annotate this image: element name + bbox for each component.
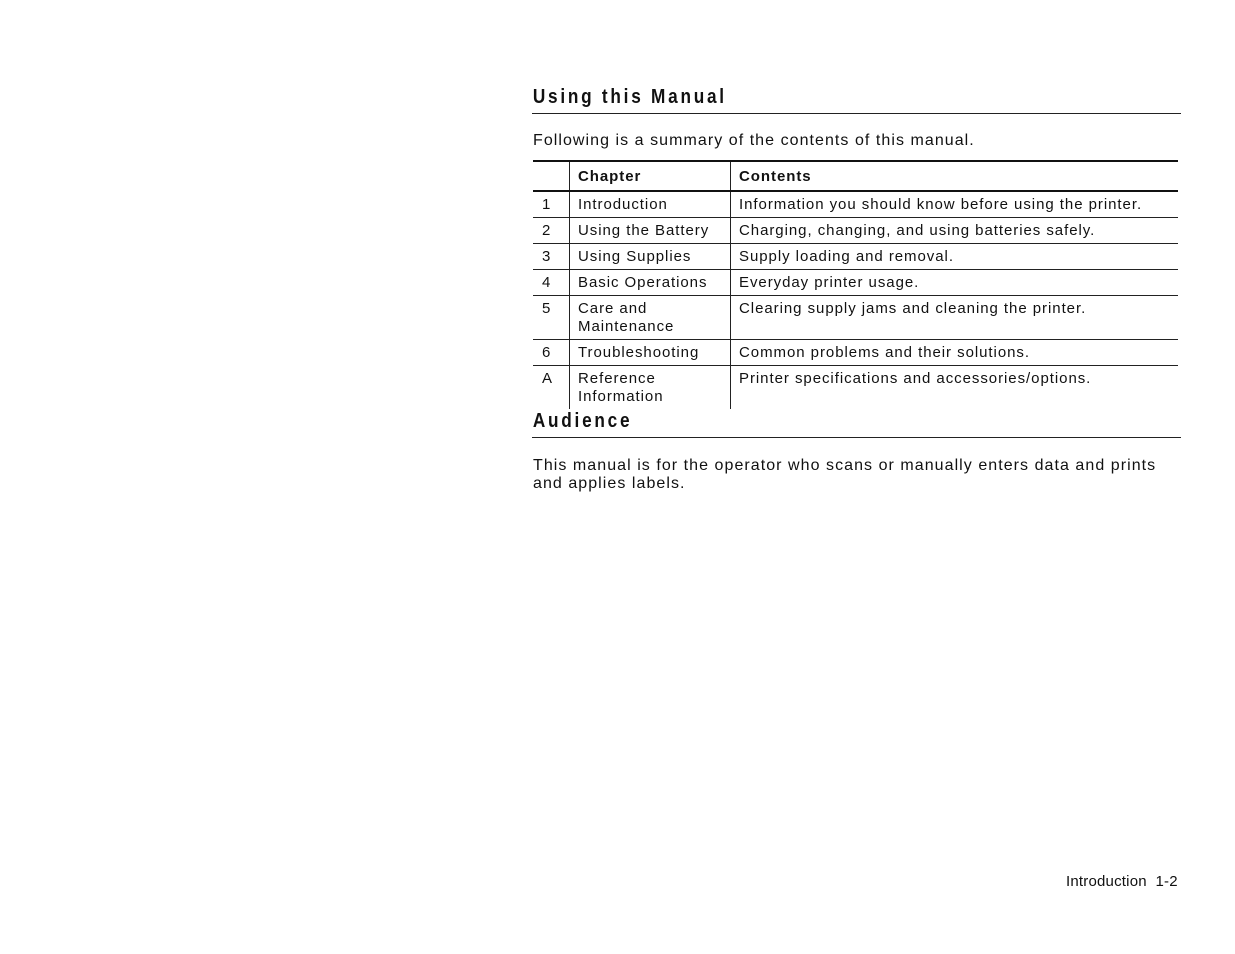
column-header-contents: Contents	[731, 161, 1179, 191]
row-number: 2	[533, 218, 570, 244]
row-number: 1	[533, 191, 570, 218]
section-rule	[532, 113, 1181, 114]
audience-paragraph-wrap	[532, 457, 1172, 493]
table-row	[533, 366, 1178, 410]
row-chapter: Using Supplies	[570, 244, 731, 270]
heading-divider	[532, 437, 1181, 438]
row-number: 5	[533, 296, 570, 340]
audience-section	[532, 410, 1181, 433]
table-row	[533, 340, 1178, 366]
using-this-manual-section	[532, 86, 1181, 109]
intro-paragraph-wrap	[532, 132, 1181, 150]
row-contents: Charging, changing, and using batteries safely.	[731, 218, 1179, 244]
audience-paragraph: This manual is for the operator who scans or manually enters data and prints and applies labels.	[533, 457, 1157, 492]
row-number: A	[542, 370, 553, 387]
section-rule	[532, 437, 1181, 438]
row-contents: Printer specifications and accessories/options.	[731, 366, 1179, 410]
heading-divider	[532, 113, 1181, 114]
section-title-audience: Audience	[532, 410, 633, 432]
row-chapter: Basic Operations	[570, 270, 731, 296]
row-number: 3	[533, 244, 570, 270]
row-chapter: Using the Battery	[570, 218, 731, 244]
column-header-chapter: Chapter	[570, 161, 731, 191]
row-number: 6	[533, 340, 570, 366]
row-contents: Common problems and their solutions.	[731, 340, 1179, 366]
row-chapter: Introduction	[570, 191, 731, 218]
intro-paragraph: Following is a summary of the contents of this manual.	[533, 132, 975, 149]
column-header-number	[533, 161, 570, 191]
table-row	[533, 296, 1178, 340]
table-header-row	[533, 161, 1178, 191]
row-chapter: Care and Maintenance	[570, 296, 731, 340]
section-title-using-this-manual: Using this Manual	[532, 86, 727, 108]
table-row	[533, 244, 1178, 270]
row-contents: Clearing supply jams and cleaning the printer.	[731, 296, 1179, 340]
table-row	[533, 218, 1178, 244]
row-contents: Supply loading and removal.	[731, 244, 1179, 270]
row-chapter: Reference Information	[570, 366, 731, 410]
row-chapter: Troubleshooting	[570, 340, 731, 366]
table-row	[533, 270, 1178, 296]
row-number: 4	[533, 270, 570, 296]
table-row	[533, 191, 1178, 218]
row-contents: Everyday printer usage.	[731, 270, 1179, 296]
contents-summary-table	[533, 160, 1178, 409]
page-footer: Introduction 1-2	[1066, 873, 1178, 890]
row-contents: Information you should know before using the printer.	[731, 191, 1179, 218]
